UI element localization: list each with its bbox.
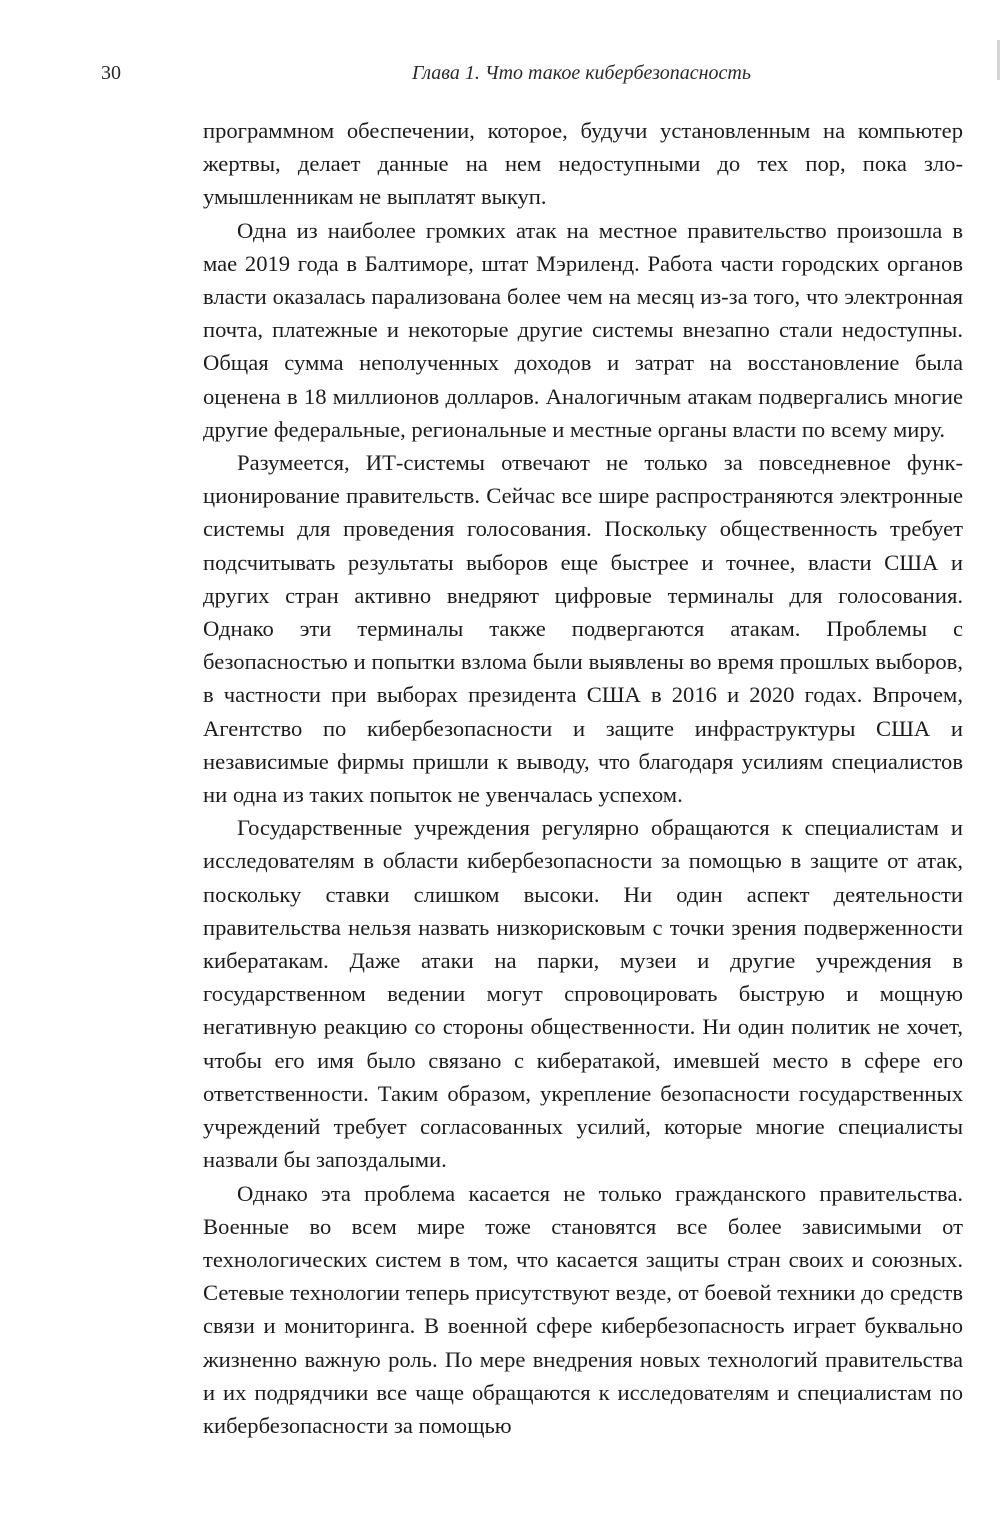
paragraph-1: программном обеспечении, которое, будучи установленным на компьютер жертвы, делает данные на нем недоступными до тех пор, пока злоумышленникам не выплатят выкуп. <box>203 118 963 210</box>
paragraph-2: Одна из наиболее громких атак на местное правительство произошла в мае 2019 года в Балтиморе, штат Мэриленд. Работа части городских органов власти оказалась парализована более чем на месяц из-за того, что электронная почта, платежные и некоторые другие системы внезапно стали недоступны. Общая сумма неполученных доходов и затрат на восстановление была оценена в 18 миллионов долларов. Аналогичным атакам подвергались многие другие федеральные, региональные и местные органы власти по всему миру. <box>203 217 963 442</box>
body-text <box>203 114 963 1442</box>
paragraph-3: Разумеется, ИТ-системы отвечают не только за повседневное функционирование правительств. Сейчас все шире распространяются электронные системы для проведения голосования. Поскольку общественность требует подсчитывать результаты выборов еще быстрее и точнее, власти США и других стран активно внедряют цифровые терминалы для голосования. Однако эти терминалы также подвергаются атакам. Проблемы с безопасностью и попытки взлома были выявлены во время прошлых выборов, в частности при выборах президента США в 2016 и 2020 годах. Впрочем, Агентство по кибербезопасности и защите инфраструктуры США и независимые фирмы пришли к выводу, что благодаря усилиям специалистов ни одна из таких попыток не увенчалась успехом. <box>203 450 963 808</box>
paragraph-5: Однако эта проблема касается не только гражданского правительства. Военные во всем мире тоже становятся все более зависимыми от технологических систем в том, что касается защиты стран своих и союзных. Сетевые технологии теперь присутствуют везде, от боевой техники до средств связи и мониторинга. В военной сфере кибербезопасность играет буквально жизненно важную роль. По мере внедрения новых технологий правительства и их подрядчики все чаще обращаются к исследователям и специалистам по кибербезопасности за помощью <box>203 1180 963 1438</box>
page-number: 30 <box>101 62 121 84</box>
paragraph-4: Государственные учреждения регулярно обращаются к специалистам и исследователям в области кибербезопасности за помощью в защите от атак, поскольку ставки слишком высоки. Ни один аспект деятельности правительства нельзя назвать низкорисковым с точки зрения подверженности кибератакам. Даже атаки на парки, музеи и другие учреждения в государственном ведении могут спровоцировать быструю и мощную негативную реакцию со стороны общественности. Ни один политик не хочет, чтобы его имя было связано с кибератакой, имевшей место в сфере его ответственности. Таким образом, укрепление безопасности государственных учреждений требует согласованных усилий, которые многие специалисты назвали бы запоздалыми. <box>203 815 963 1173</box>
running-header <box>0 58 1000 88</box>
chapter-title: Глава 1. Что такое кибербезопасность <box>412 62 751 84</box>
